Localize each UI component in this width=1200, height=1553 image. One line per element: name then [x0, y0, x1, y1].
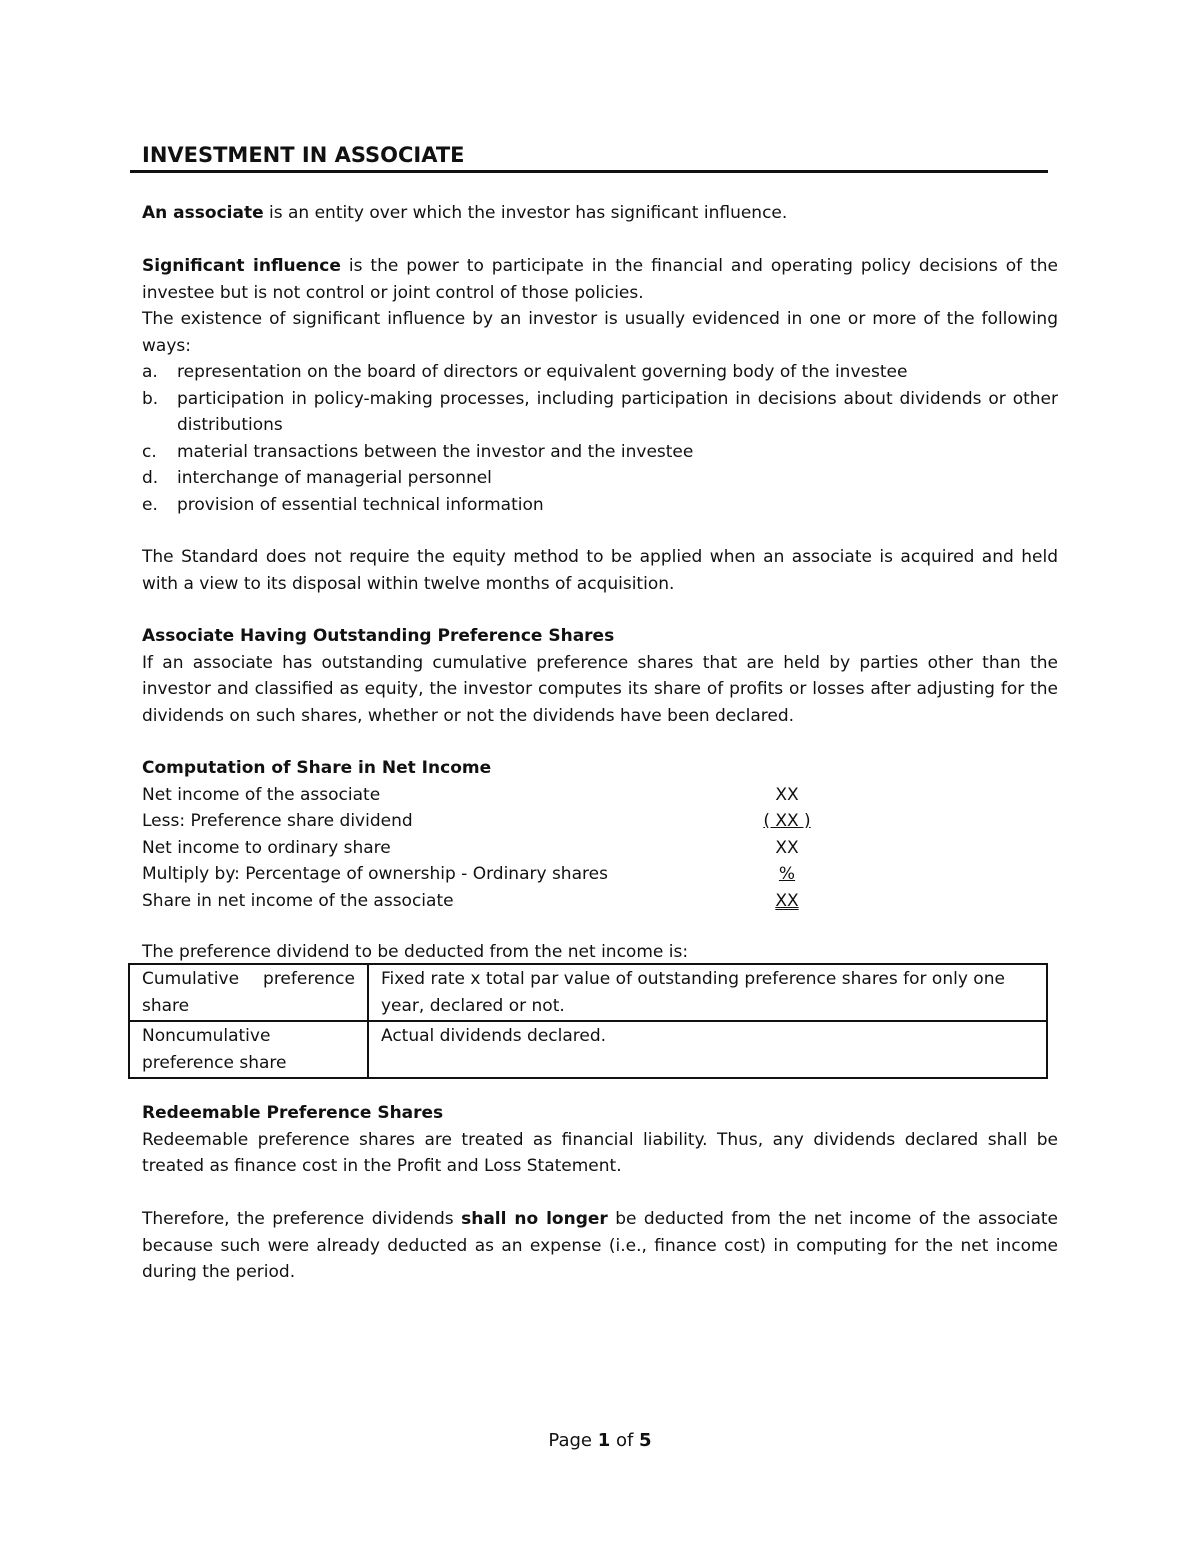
list-item: e. provision of essential technical information [142, 494, 544, 515]
sig-existence: The existence of significant influence by an investor is usually evidenced in one or more of the following ways: [142, 309, 1058, 356]
list-item: d. interchange of managerial personnel [142, 468, 492, 488]
table-cell-rule: Fixed rate x total par value of outstanding preference shares for only one year, declared or not. [368, 964, 1047, 1021]
page-total: 5 [639, 1430, 652, 1451]
computation-section [142, 755, 1058, 914]
list-item: a. representation on the board of directors or equivalent governing body of the investee [142, 362, 908, 382]
computation-row: Net income of the associate XX [142, 784, 799, 805]
computation-heading: Computation of Share in Net Income [142, 758, 492, 778]
computation-row: Share in net income of the associate XX [142, 890, 799, 911]
computation-row: Multiply by: Percentage of ownership - Ordinary shares % [142, 864, 796, 884]
emphasis-text: shall no longer [461, 1209, 608, 1229]
page-number: 1 [597, 1430, 611, 1451]
therefore-paragraph: Therefore, the preference dividends shall no longer be deducted from the net income of the associate because such were already deducted as an expense (i.e., finance cost) in computing for the net income during the period. [142, 1209, 1058, 1282]
preference-dividend-table [128, 963, 1048, 1079]
computation-row: Net income to ordinary share XX [142, 837, 799, 858]
intro-text: is an entity over which the investor has significant influence. [263, 203, 788, 223]
significant-influence-section [142, 253, 1058, 518]
redeemable-section [142, 1100, 1058, 1180]
outstanding-body: If an associate has outstanding cumulative preference shares that are held by parties other than the investor and classified as equity, the investor computes its share of profits or losses after adjusting for the dividends on such shares, whether or not the dividends have been declared. [142, 652, 1058, 726]
title-block [130, 140, 1048, 173]
redeemable-body: Redeemable preference shares are treated as financial liability. Thus, any dividends declared shall be treated as finance cost in the Profit and Loss Statement. [142, 1129, 1058, 1176]
table-row [129, 964, 1047, 1021]
list-item: b. participation in policy-making processes, including participation in decisions about dividends or other distributions [142, 388, 1058, 435]
outstanding-heading: Associate Having Outstanding Preference Shares [142, 626, 615, 646]
table-cell-rule: Actual dividends declared. [368, 1021, 1047, 1078]
computation-row: Less: Preference share dividend ( XX ) [142, 811, 811, 831]
sig-definition: is the power to participate in the financial and operating policy decisions of the investee but is not control or joint control of those policies. [142, 256, 1058, 303]
outstanding-preference-section [142, 623, 1058, 729]
page-title: INVESTMENT IN ASSOCIATE [142, 143, 465, 167]
table-cell-type: Noncumulative preference share [129, 1021, 368, 1078]
sig-term: Significant influence [142, 256, 341, 276]
title-underline [130, 170, 1048, 173]
table-row [129, 1021, 1047, 1078]
intro-paragraph [142, 200, 1058, 227]
table-cell-type: Cumulative preference share [129, 964, 368, 1021]
redeemable-heading: Redeemable Preference Shares [142, 1103, 444, 1123]
standard-paragraph [142, 544, 1058, 597]
ways-list [142, 359, 1058, 518]
page-footer: Page 1 of 5 [548, 1430, 652, 1451]
list-item: c. material transactions between the investor and the investee [142, 441, 694, 462]
intro-term: An associate [142, 203, 264, 223]
pref-table-caption: The preference dividend to be deducted from the net income is: [142, 942, 689, 962]
standard-text: The Standard does not require the equity method to be applied when an associate is acquired and held with a view to its disposal within twelve months of acquisition. [142, 547, 1058, 594]
